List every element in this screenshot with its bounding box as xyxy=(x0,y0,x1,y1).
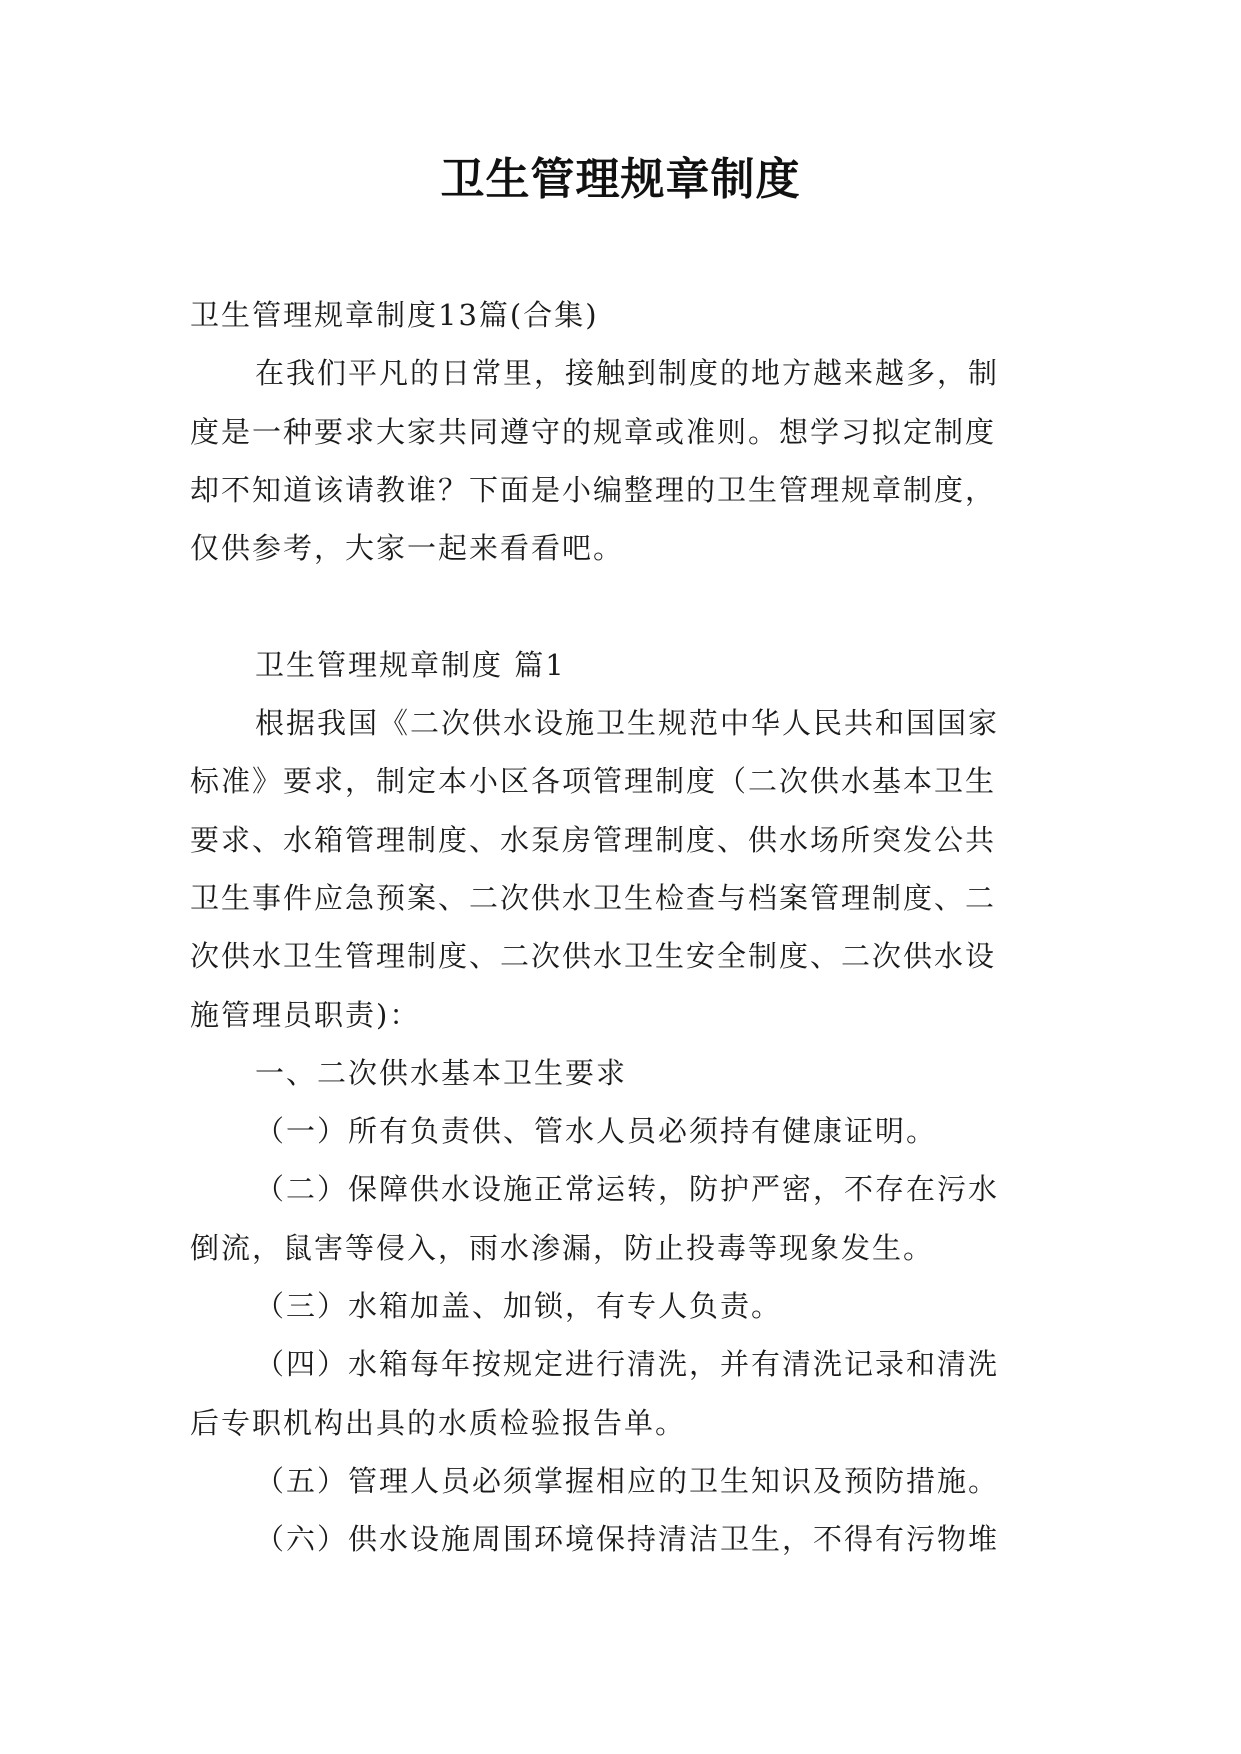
section-heading: 卫生管理规章制度 篇1 xyxy=(255,647,566,682)
document-title: 卫生管理规章制度 xyxy=(440,154,801,205)
paragraph-line: 度是一种要求大家共同遵守的规章或准则。想学习拟定制度 xyxy=(190,414,997,449)
paragraph-line: 卫生事件应急预案、二次供水卫生检查与档案管理制度、二 xyxy=(190,880,997,915)
paragraph-line: 却不知道该请教谁？下面是小编整理的卫生管理规章制度， xyxy=(190,472,997,507)
list-item: （二）保障供水设施正常运转，防护严密，不存在污水 xyxy=(255,1172,1000,1207)
subtitle-line: 卫生管理规章制度13篇(合集) xyxy=(190,298,599,332)
paragraph-line: 标准》要求，制定本小区各项管理制度（二次供水基本卫生 xyxy=(190,764,997,799)
list-item: （四）水箱每年按规定进行清洗，并有清洗记录和清洗 xyxy=(255,1347,1000,1382)
list-item: （一）所有负责供、管水人员必须持有健康证明。 xyxy=(255,1114,938,1149)
list-heading: 一、二次供水基本卫生要求 xyxy=(255,1055,628,1090)
list-item: （三）水箱加盖、加锁，有专人负责。 xyxy=(255,1289,783,1324)
document-body xyxy=(190,286,1050,1569)
list-item-continuation: 倒流，鼠害等侵入，雨水渗漏，防止投毒等现象发生。 xyxy=(190,1230,935,1265)
list-item: （六）供水设施周围环境保持清洁卫生，不得有污物堆 xyxy=(255,1522,1000,1557)
paragraph-line: 在我们平凡的日常里，接触到制度的地方越来越多，制 xyxy=(255,356,1000,391)
paragraph-line: 要求、水箱管理制度、水泵房管理制度、供水场所突发公共 xyxy=(190,822,997,857)
paragraph-line: 次供水卫生管理制度、二次供水卫生安全制度、二次供水设 xyxy=(190,939,997,974)
paragraph-gap xyxy=(190,577,1050,635)
paragraph-line: 施管理员职责)： xyxy=(190,997,421,1032)
paragraph-line: 仅供参考，大家一起来看看吧。 xyxy=(190,531,625,566)
paragraph-line: 根据我国《二次供水设施卫生规范中华人民共和国国家 xyxy=(255,706,1000,741)
list-item: （五）管理人员必须掌握相应的卫生知识及预防措施。 xyxy=(255,1463,1000,1498)
list-item-continuation: 后专职机构出具的水质检验报告单。 xyxy=(190,1405,687,1440)
